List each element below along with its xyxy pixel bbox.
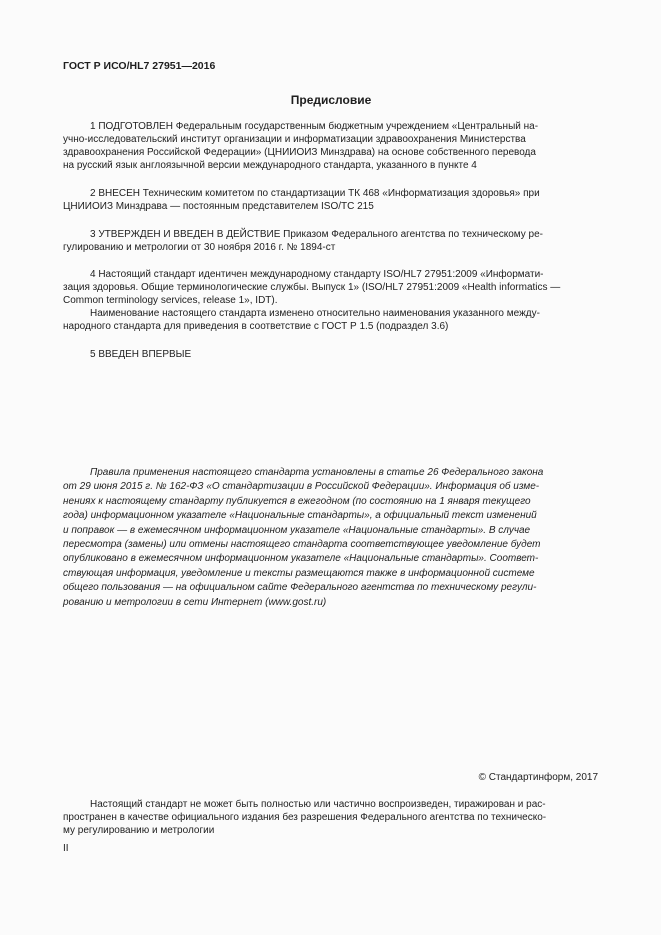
section-2-line: ЦНИИОИЗ Минздрава — постоянным представителем ISO/TC 215 <box>63 201 374 212</box>
notice-line: и поправок — в ежемесячном информационном указателе «Национальные стандарты». В случае <box>63 524 531 536</box>
section-2-line: 2 ВНЕСЕН Техническим комитетом по стандартизации ТК 468 «Информатизация здоровья» при <box>90 188 540 199</box>
section-5 <box>63 348 599 361</box>
footer-line: пространен в качестве официального издания без разрешения Федерального агентства по техническо- <box>63 812 547 824</box>
notice-line: общего пользования — на официальном сайте Федерального агентства по техническому регули- <box>63 582 537 594</box>
section-4-line: народного стандарта для приведения в соответствие с ГОСТ Р 1.5 (подраздел 3.6) <box>63 321 449 332</box>
notice-line: года) информационном указателе «Национальные стандарты», а официальный текст изменений <box>63 510 537 522</box>
notice-line: рованию и метрологии в сети Интернет (www.gost.ru) <box>63 596 327 608</box>
notice-line: опубликовано в ежемесячном информационном указателе «Национальные стандарты». Соответ- <box>63 553 539 565</box>
section-3-line: 3 УТВЕРЖДЕН И ВВЕДЕН В ДЕЙСТВИЕ Приказом Федерального агентства по техническому ре- <box>90 229 543 240</box>
notice-line: нениях к настоящему стандарту публикуется в ежегодном (по состоянию на 1 января текущего <box>63 495 531 507</box>
section-4-line: 4 Настоящий стандарт идентичен международному стандарту ISO/HL7 27951:2009 «Информати- <box>90 269 544 280</box>
reproduction-notice <box>63 798 599 838</box>
notice-line: пересмотра (замены) или отмены настоящего стандарта соответствующее уведомление будет <box>63 539 541 551</box>
section-1-line: на русский язык англоязычной версии международного стандарта, указанного в пункте 4 <box>63 160 477 171</box>
section-5-line: 5 ВВЕДЕН ВПЕРВЫЕ <box>90 349 192 360</box>
notice-line: ствующая информация, уведомление и тексты размещаются также в информационной системе <box>63 567 535 579</box>
section-1-line: здравоохранения Российской Федерации» (ЦНИИОИЗ Минздрава) на основе собственного перевода <box>63 147 536 158</box>
notice-line: от 29 июня 2015 г. № 162-ФЗ «О стандартизации в Российской Федерации». Информация об изме- <box>63 481 540 493</box>
section-4-line: зация здоровья. Общие терминологические службы. Выпуск 1» (ISO/HL7 27951:2009 «Health informatics — <box>63 282 561 293</box>
page-number: II <box>63 843 69 854</box>
section-3 <box>63 228 599 254</box>
section-2 <box>63 187 599 213</box>
section-4-line: Наименование настоящего стандарта изменено относительно наименования указанного между- <box>90 308 540 319</box>
section-1-line: 1 ПОДГОТОВЛЕН Федеральным государственным бюджетным учреждением «Центральный на- <box>90 121 539 132</box>
copyright: © Стандартинформ, 2017 <box>478 772 598 783</box>
section-1 <box>63 120 599 172</box>
document-id: ГОСТ Р ИСО/HL7 27951—2016 <box>63 60 216 72</box>
footer-line: Настоящий стандарт не может быть полностью или частично воспроизведен, тиражирован и рас- <box>90 799 546 810</box>
notice-line: Правила применения настоящего стандарта установлены в статье 26 Федерального закона <box>90 467 544 478</box>
section-1-line: учно-исследовательский институт организации и информатизации здравоохранения Министерства <box>63 134 526 145</box>
application-notice <box>63 466 599 610</box>
section-4-line: Common terminology services, release 1», IDT). <box>63 295 278 306</box>
page-title: Предисловие <box>290 93 372 107</box>
section-3-line: гулированию и метрологии от 30 ноября 2016 г. № 1894-ст <box>63 242 336 253</box>
footer-line: му регулированию и метрологии <box>63 825 215 837</box>
section-4 <box>63 268 599 333</box>
